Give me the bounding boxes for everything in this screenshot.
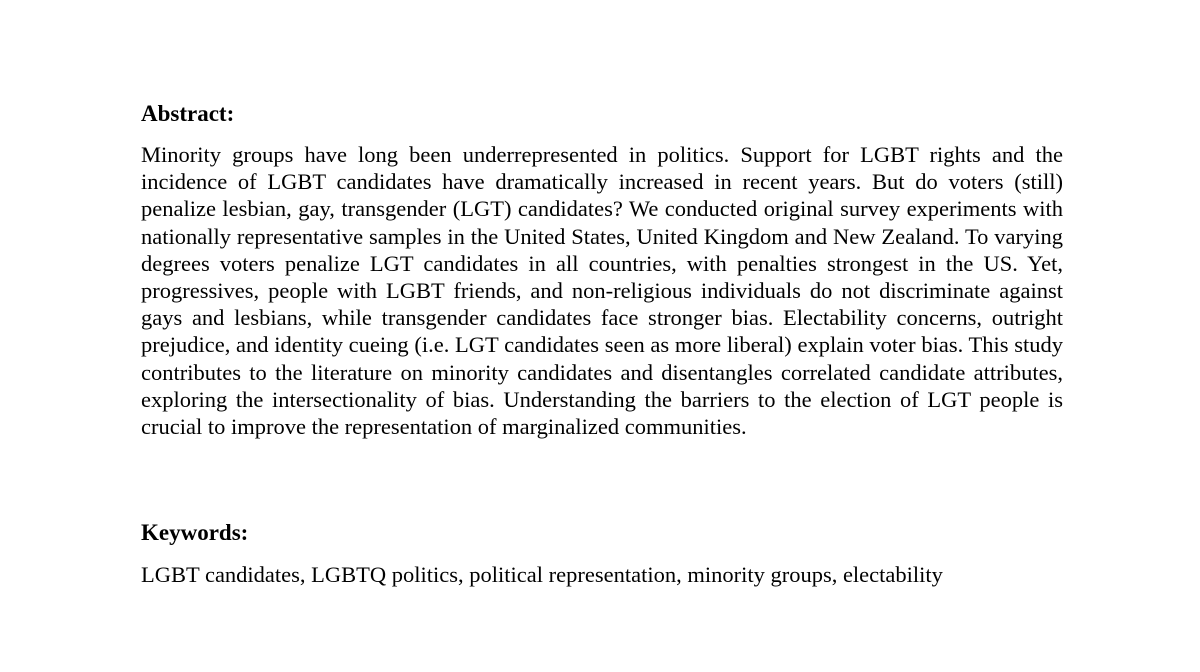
- keywords-text: LGBT candidates, LGBTQ politics, political representation, minority groups, electability: [141, 562, 943, 587]
- keywords-heading: Keywords:: [141, 520, 249, 545]
- abstract-heading: Abstract:: [141, 101, 235, 126]
- abstract-text: Minority groups have long been underrepresented in politics. Support for LGBT rights and the incidence of LGBT candidates have dramatically increased in recent years. But do voters (still) penalize lesbian, gay, transgender (LGT) candidates? We conducted original survey experiments with nationally representative samples in the United States, United Kingdom and New Zealand. To varying degrees voters penalize LGT candidates in all countries, with penalties strongest in the US. Yet, progressives, people with LGBT friends, and non-religious individuals do not discriminate against gays and lesbians, while transgender candidates face stronger bias. Electability concerns, outright prejudice, and identity cueing (i.e. LGT candidates seen as more liberal) explain voter bias. This study contributes to the literature on minority candidates and disentangles correlated candidate attributes, exploring the intersectionality of bias. Understanding the barriers to the election of LGT people is crucial to improve the representation of marginalized communities.: [141, 142, 1063, 440]
